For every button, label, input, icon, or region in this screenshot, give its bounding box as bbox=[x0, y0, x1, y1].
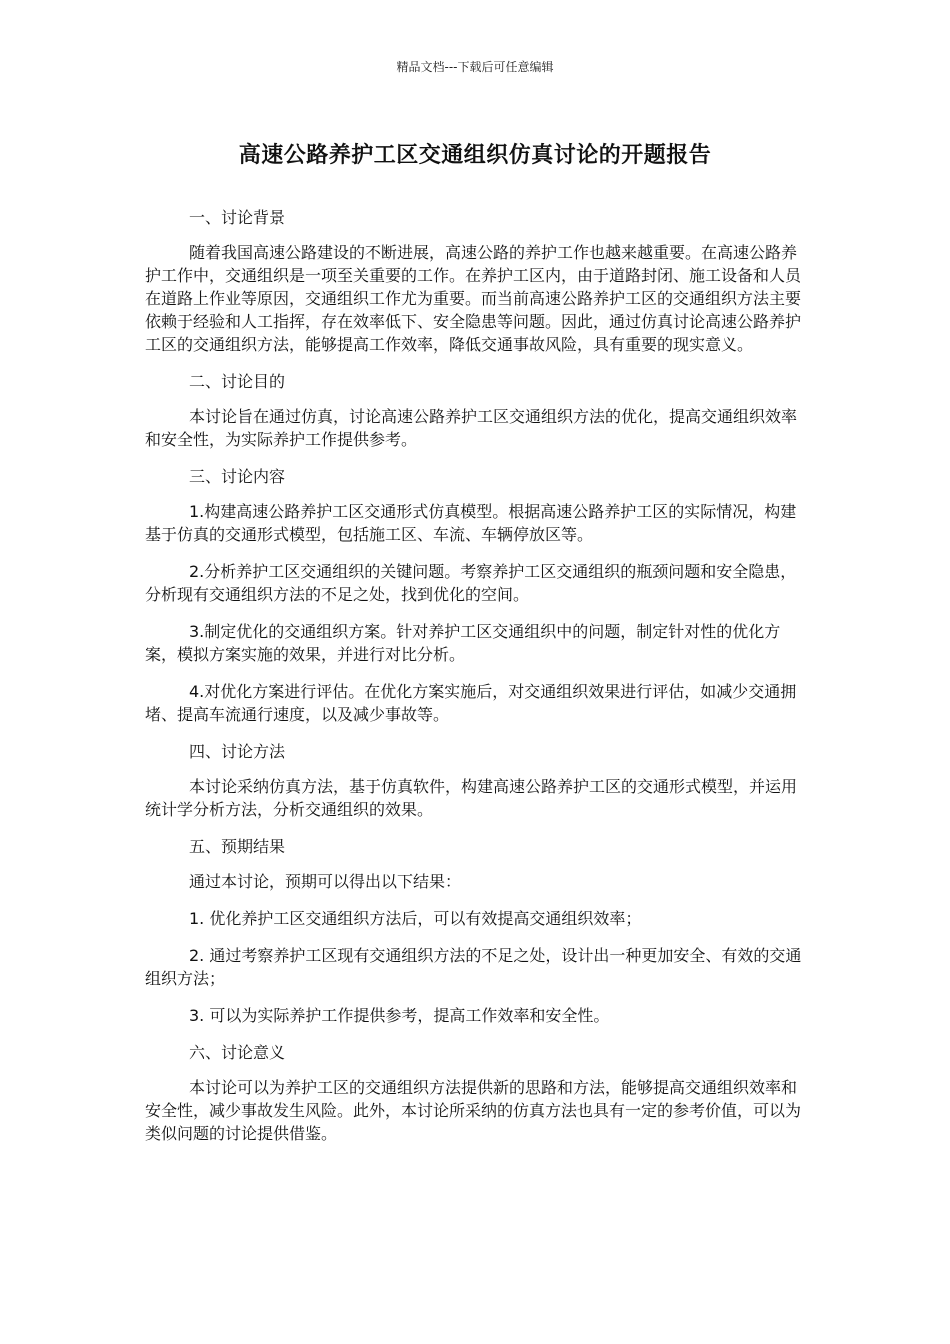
paragraph-purpose: 本讨论旨在通过仿真，讨论高速公路养护工区交通组织方法的优化，提高交通组织效率和安全性，为实际养护工作提供参考。 bbox=[145, 407, 798, 449]
paragraph-result-1: 1. 优化养护工区交通组织方法后，可以有效提高交通组织效率； bbox=[189, 909, 642, 928]
header-note: 精品文档---下载后可任意编辑 bbox=[396, 60, 554, 74]
paragraph-content-item-2: 2.分析养护工区交通组织的关键问题。考察养护工区交通组织的瓶颈问题和安全隐患，分析现有交通组织方法的不足之处，找到优化的空间。 bbox=[145, 562, 797, 604]
document-body bbox=[145, 206, 810, 1159]
paragraph-method: 本讨论采纳仿真方法，基于仿真软件，构建高速公路养护工区的交通形式模型，并运用统计学分析方法，分析交通组织的效果。 bbox=[145, 777, 798, 819]
section-heading-background: 一、讨论背景 bbox=[189, 208, 286, 227]
paragraph-background: 随着我国高速公路建设的不断进展，高速公路的养护工作也越来越重要。在高速公路养护工作中，交通组织是一项至关重要的工作。在养护工区内，由于道路封闭、施工设备和人员在道路上作业等原因，交通组织工作尤为重要。而当前高速公路养护工区的交通组织方法主要依赖于经验和人工指挥，存在效率低下、安全隐患等问题。因此，通过仿真讨论高速公路养护工区的交通组织方法，能够提高工作效率，降低交通事故风险，具有重要的现实意义。 bbox=[145, 243, 802, 354]
paragraph-content-item-3: 3.制定优化的交通组织方案。针对养护工区交通组织中的问题，制定针对性的优化方案，模拟方案实施的效果，并进行对比分析。 bbox=[145, 622, 781, 664]
section-heading-content: 三、讨论内容 bbox=[189, 467, 286, 486]
section-heading-expected-results: 五、预期结果 bbox=[189, 837, 286, 856]
section-heading-purpose: 二、讨论目的 bbox=[189, 372, 286, 391]
section-heading-significance: 六、讨论意义 bbox=[189, 1043, 286, 1062]
paragraph-content-item-1: 1.构建高速公路养护工区交通形式仿真模型。根据高速公路养护工区的实际情况，构建基于仿真的交通形式模型，包括施工区、车流、车辆停放区等。 bbox=[145, 502, 797, 544]
paragraph-significance: 本讨论可以为养护工区的交通组织方法提供新的思路和方法，能够提高交通组织效率和安全性，减少事故发生风险。此外，本讨论所采纳的仿真方法也具有一定的参考价值，可以为类似问题的讨论提供借鉴。 bbox=[145, 1078, 802, 1143]
paragraph-result-2: 2. 通过考察养护工区现有交通组织方法的不足之处，设计出一种更加安全、有效的交通组织方法； bbox=[145, 946, 802, 988]
paragraph-content-item-4: 4.对优化方案进行评估。在优化方案实施后，对交通组织效果进行评估，如减少交通拥堵、提高车流通行速度，以及减少事故等。 bbox=[145, 682, 797, 724]
document-title: 高速公路养护工区交通组织仿真讨论的开题报告 bbox=[238, 143, 712, 168]
section-heading-method: 四、讨论方法 bbox=[189, 742, 286, 761]
paragraph-result-3: 3. 可以为实际养护工作提供参考，提高工作效率和安全性。 bbox=[189, 1006, 610, 1025]
paragraph-results-intro: 通过本讨论，预期可以得出以下结果： bbox=[189, 872, 462, 891]
